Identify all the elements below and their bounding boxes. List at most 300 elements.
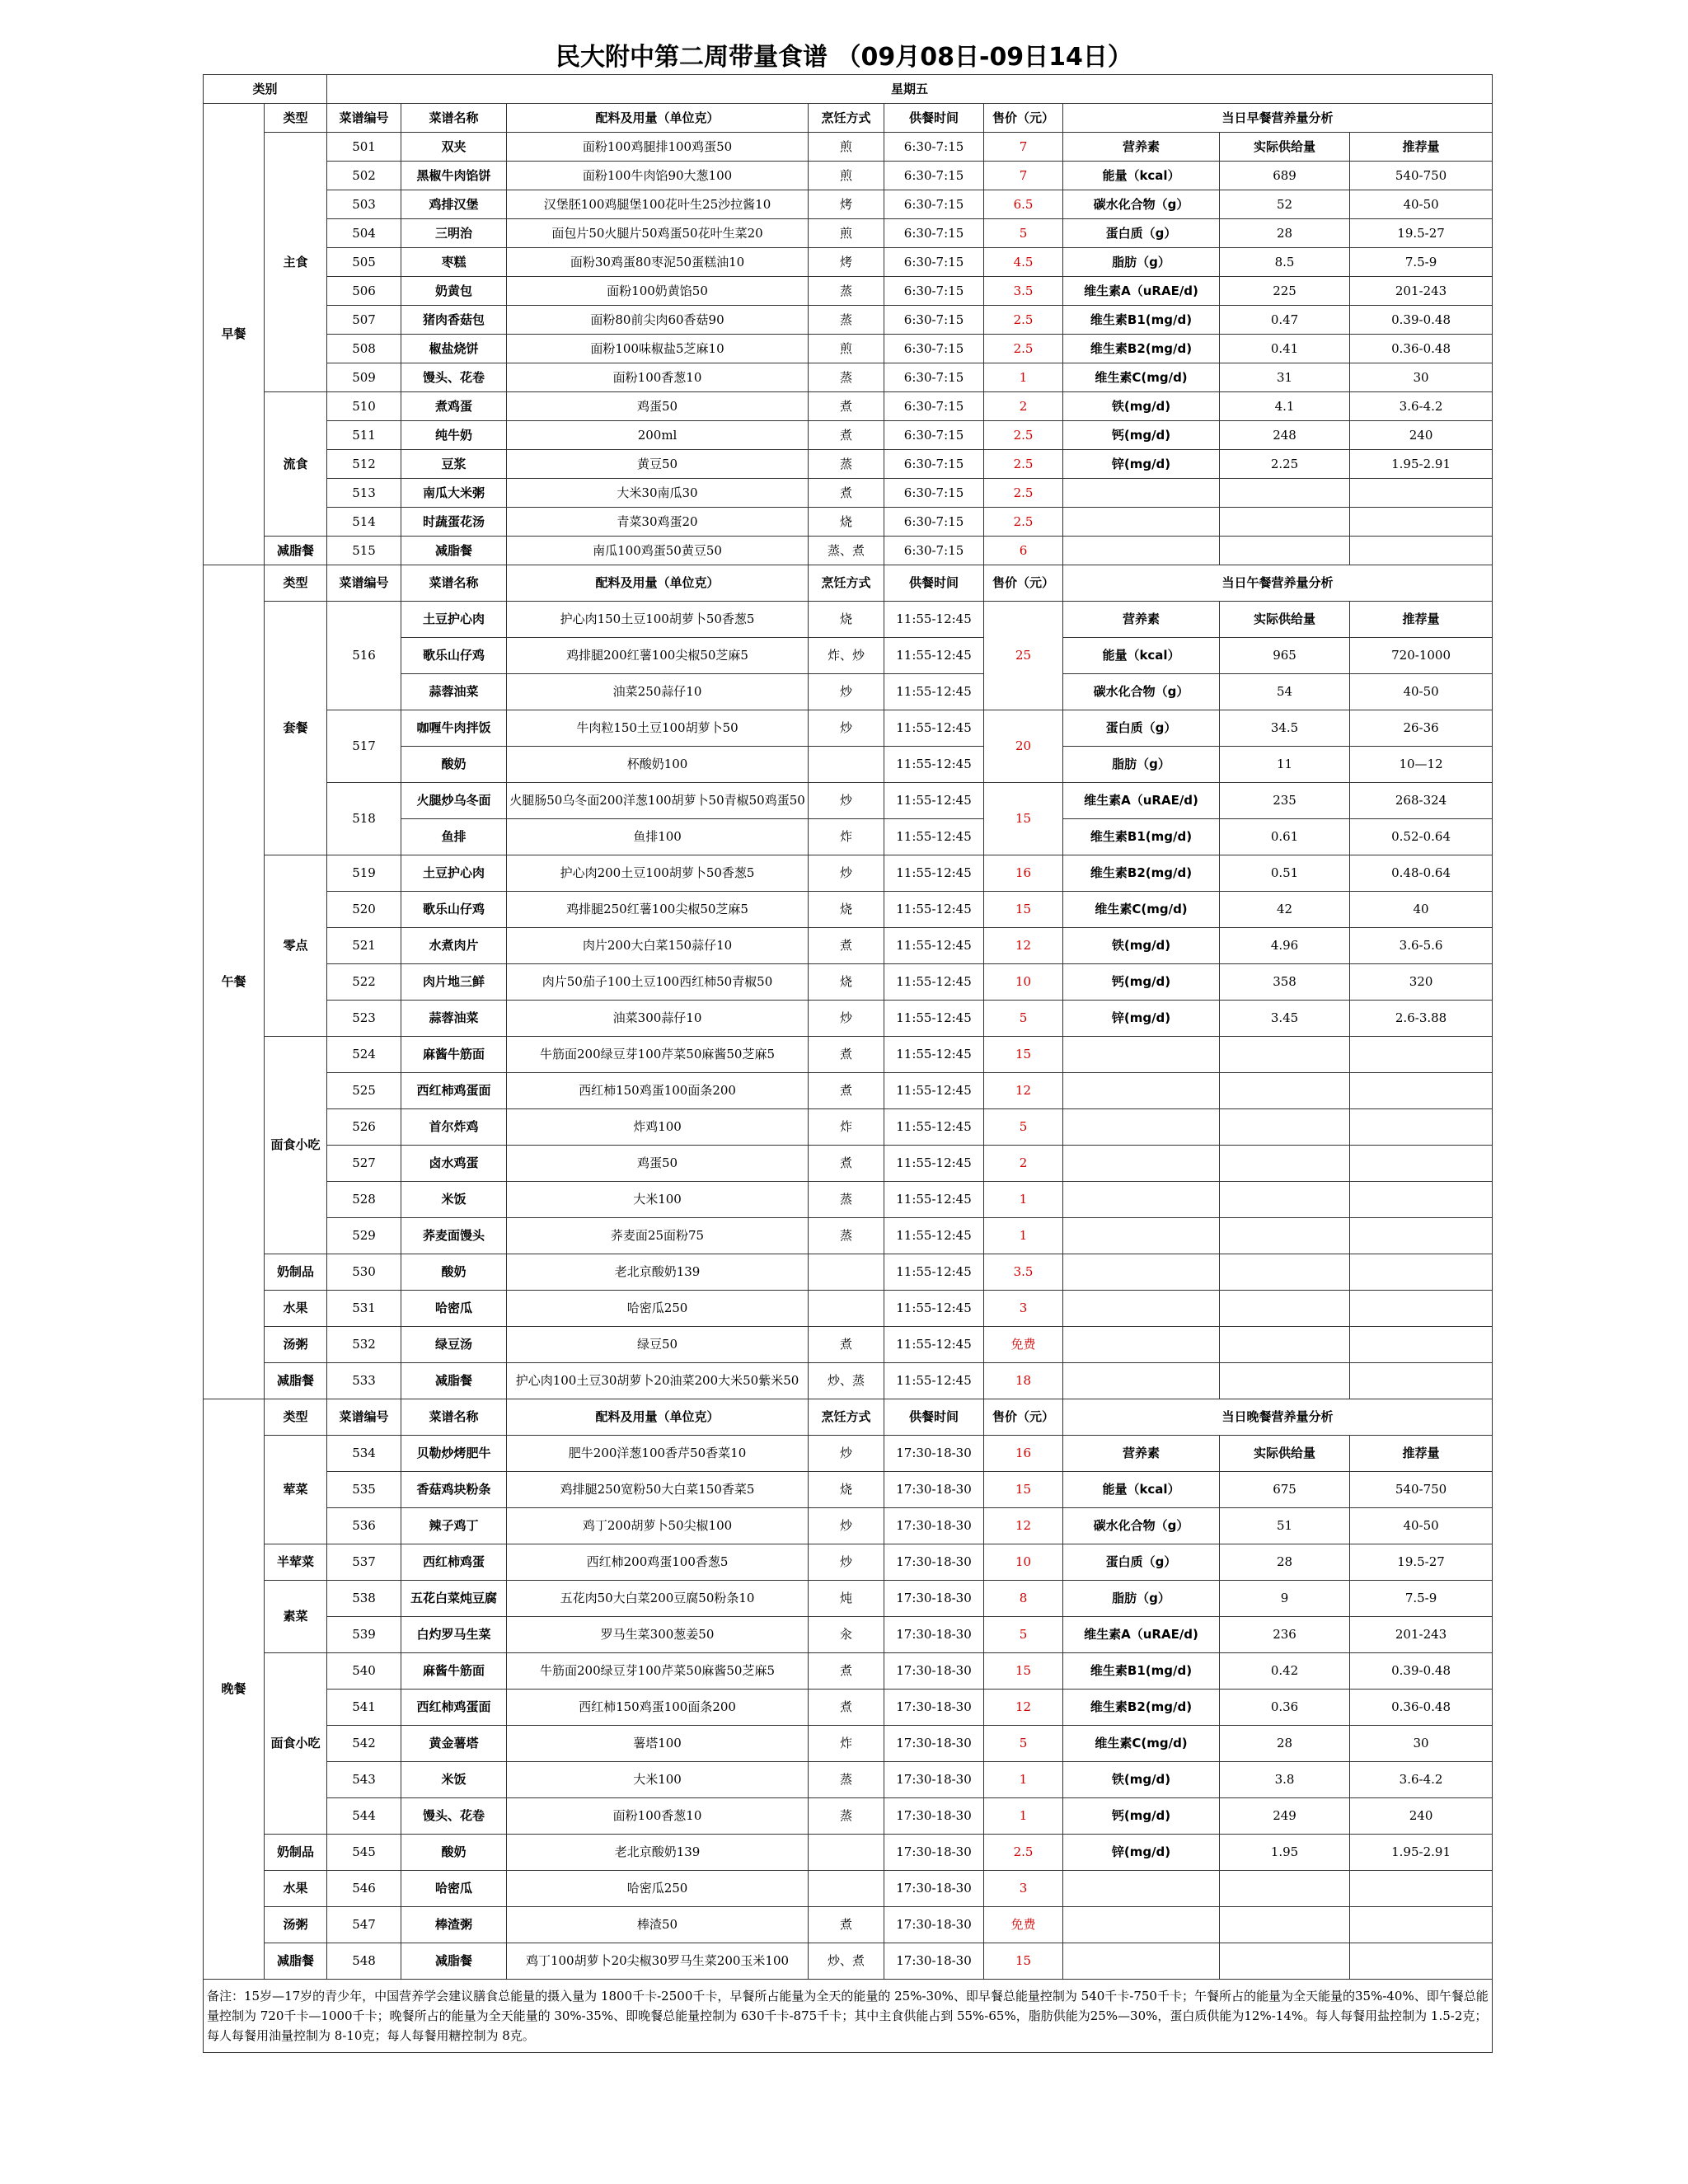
dish-price: 7: [984, 133, 1063, 162]
dish-price: 3.5: [984, 277, 1063, 306]
serving-time: 6:30-7:15: [884, 248, 984, 277]
table-row: [204, 537, 1493, 565]
nutrient-name: 维生素B1(mg/d): [1063, 819, 1220, 855]
nutrient-recommended: 268-324: [1350, 783, 1493, 819]
nutrient-recommended: 19.5-27: [1350, 219, 1493, 248]
nutrition-head-recommended: 推荐量: [1350, 602, 1493, 638]
group-type: 减脂餐: [265, 1363, 327, 1399]
serving-time: 11:55-12:45: [884, 1037, 984, 1073]
dish-price: 5: [984, 1726, 1063, 1762]
dish-price: 5: [984, 1109, 1063, 1146]
dish-name: 麻酱牛筋面: [401, 1653, 507, 1690]
serving-time: 11:55-12:45: [884, 1109, 984, 1146]
dish-ingredients: 肉片200大白菜150蒜仔10: [507, 928, 809, 964]
dish-ingredients: 荞麦面25面粉75: [507, 1218, 809, 1254]
nutrient-recommended: 40-50: [1350, 190, 1493, 219]
nutrient-recommended: 0.48-0.64: [1350, 855, 1493, 892]
dish-name: 减脂餐: [401, 537, 507, 565]
serving-time: 11:55-12:45: [884, 674, 984, 710]
dish-price: 免费: [984, 1327, 1063, 1363]
empty-cell: [1220, 537, 1350, 565]
nutrient-actual: 225: [1220, 277, 1350, 306]
column-header-ingredients: 配料及用量（单位克）: [507, 565, 809, 602]
nutrient-recommended: 3.6-5.6: [1350, 928, 1493, 964]
column-header-id: 菜谱编号: [327, 1399, 401, 1436]
nutrient-recommended: 30: [1350, 1726, 1493, 1762]
menu-table: [203, 74, 1493, 2053]
dish-ingredients: 面粉30鸡蛋80枣泥50蛋糕油10: [507, 248, 809, 277]
group-type: 奶制品: [265, 1254, 327, 1291]
empty-cell: [1350, 1907, 1493, 1943]
nutrient-name: 维生素A（uRAE/d): [1063, 783, 1220, 819]
dish-id: 522: [327, 964, 401, 1001]
empty-cell: [1350, 1291, 1493, 1327]
dish-ingredients: 鸡排腿250宽粉50大白菜150香菜5: [507, 1472, 809, 1508]
table-row: [204, 421, 1493, 450]
column-header-type: 类型: [265, 1399, 327, 1436]
cooking-method: 煮: [809, 1907, 884, 1943]
nutrition-analysis-title: 当日午餐营养量分析: [1063, 565, 1493, 602]
dish-name: 卤水鸡蛋: [401, 1146, 507, 1182]
dish-name: 时蔬蛋花汤: [401, 508, 507, 537]
dish-name: 酸奶: [401, 1254, 507, 1291]
nutrient-name: 维生素C(mg/d): [1063, 1726, 1220, 1762]
dish-id: 504: [327, 219, 401, 248]
empty-cell: [1063, 508, 1220, 537]
serving-time: 6:30-7:15: [884, 537, 984, 565]
dish-name: 猪肉香菇包: [401, 306, 507, 335]
cooking-method: 烧: [809, 892, 884, 928]
dish-ingredients: 西红柿200鸡蛋100香葱5: [507, 1544, 809, 1581]
nutrient-recommended: 0.39-0.48: [1350, 306, 1493, 335]
empty-cell: [1220, 1146, 1350, 1182]
dish-ingredients: 火腿肠50乌冬面200洋葱100胡萝卜50青椒50鸡蛋50: [507, 783, 809, 819]
dish-ingredients: 哈密瓜250: [507, 1291, 809, 1327]
cooking-method: 炒、煮: [809, 1943, 884, 1980]
nutrient-actual: 9: [1220, 1581, 1350, 1617]
dish-id: 510: [327, 392, 401, 421]
nutrient-recommended: 0.52-0.64: [1350, 819, 1493, 855]
serving-time: 6:30-7:15: [884, 392, 984, 421]
nutrient-name: 维生素B2(mg/d): [1063, 855, 1220, 892]
nutrient-actual: 248: [1220, 421, 1350, 450]
empty-cell: [1063, 537, 1220, 565]
column-header-price: 售价（元）: [984, 104, 1063, 133]
dish-ingredients: 油菜300蒜仔10: [507, 1001, 809, 1037]
dish-ingredients: 鸡丁200胡萝卜50尖椒100: [507, 1508, 809, 1544]
dish-name: 三明治: [401, 219, 507, 248]
column-header-id: 菜谱编号: [327, 565, 401, 602]
empty-cell: [1063, 1254, 1220, 1291]
group-type: 荤菜: [265, 1436, 327, 1544]
dish-ingredients: 大米30南瓜30: [507, 479, 809, 508]
table-row: [204, 1327, 1493, 1363]
nutrient-recommended: 40: [1350, 892, 1493, 928]
dish-id: 515: [327, 537, 401, 565]
nutrient-recommended: 40-50: [1350, 1508, 1493, 1544]
day-header: 星期五: [327, 75, 1493, 104]
cooking-method: 煮: [809, 1327, 884, 1363]
dish-name: 白灼罗马生菜: [401, 1617, 507, 1653]
empty-cell: [1063, 1037, 1220, 1073]
table-row: [204, 1762, 1493, 1798]
cooking-method: 蒸: [809, 277, 884, 306]
dish-price: 3: [984, 1871, 1063, 1907]
dish-ingredients: 面粉100鸡腿排100鸡蛋50: [507, 133, 809, 162]
nutrient-name: 维生素C(mg/d): [1063, 363, 1220, 392]
table-row: [204, 1690, 1493, 1726]
nutrition-head-nutrient: 营养素: [1063, 133, 1220, 162]
dish-ingredients: 西红柿150鸡蛋100面条200: [507, 1690, 809, 1726]
nutrient-recommended: 40-50: [1350, 674, 1493, 710]
nutrient-actual: 8.5: [1220, 248, 1350, 277]
empty-cell: [1220, 479, 1350, 508]
column-header-method: 烹饪方式: [809, 1399, 884, 1436]
dish-id: 543: [327, 1762, 401, 1798]
dish-id: 529: [327, 1218, 401, 1254]
dish-id: 516: [327, 602, 401, 710]
dish-price: 15: [984, 783, 1063, 855]
serving-time: 6:30-7:15: [884, 219, 984, 248]
nutrient-recommended: 30: [1350, 363, 1493, 392]
cooking-method: 炸: [809, 1109, 884, 1146]
cooking-method: 烧: [809, 508, 884, 537]
dish-price: 15: [984, 1943, 1063, 1980]
empty-cell: [1220, 1871, 1350, 1907]
dish-price: 2.5: [984, 479, 1063, 508]
nutrient-name: 钙(mg/d): [1063, 964, 1220, 1001]
table-row: [204, 190, 1493, 219]
table-row: [204, 1798, 1493, 1835]
group-type: 主食: [265, 133, 327, 392]
nutrient-actual: 52: [1220, 190, 1350, 219]
nutrient-actual: 0.42: [1220, 1653, 1350, 1690]
cooking-method: 煎: [809, 133, 884, 162]
nutrition-head-actual: 实际供给量: [1220, 1436, 1350, 1472]
dish-ingredients: 200ml: [507, 421, 809, 450]
nutrient-actual: 28: [1220, 219, 1350, 248]
nutrient-name: 脂肪（g）: [1063, 747, 1220, 783]
serving-time: 17:30-18-30: [884, 1762, 984, 1798]
table-row: [204, 1109, 1493, 1146]
cooking-method: 煮: [809, 421, 884, 450]
serving-time: 6:30-7:15: [884, 190, 984, 219]
nutrient-name: 脂肪（g）: [1063, 1581, 1220, 1617]
nutrient-name: 维生素B1(mg/d): [1063, 1653, 1220, 1690]
group-type: 套餐: [265, 602, 327, 855]
table-row: [204, 1399, 1493, 1436]
dish-name: 土豆护心肉: [401, 855, 507, 892]
meal-label: 晚餐: [204, 1399, 265, 1980]
cooking-method: 炒、蒸: [809, 1363, 884, 1399]
dish-ingredients: 牛肉粒150土豆100胡萝卜50: [507, 710, 809, 747]
dish-ingredients: 护心肉200土豆100胡萝卜50香葱5: [507, 855, 809, 892]
column-header-method: 烹饪方式: [809, 565, 884, 602]
table-row: [204, 392, 1493, 421]
empty-cell: [1220, 1291, 1350, 1327]
dish-id: 520: [327, 892, 401, 928]
page-title: 民大附中第二周带量食谱 （09月08日-09日14日）: [556, 43, 1132, 72]
table-row: [204, 335, 1493, 363]
empty-cell: [1350, 1363, 1493, 1399]
dish-name: 米饭: [401, 1762, 507, 1798]
serving-time: 17:30-18-30: [884, 1472, 984, 1508]
nutrient-name: 维生素B2(mg/d): [1063, 335, 1220, 363]
dish-price: 5: [984, 219, 1063, 248]
serving-time: 17:30-18-30: [884, 1798, 984, 1835]
cooking-method: 炒: [809, 1436, 884, 1472]
dish-id: 536: [327, 1508, 401, 1544]
dish-price: 15: [984, 1472, 1063, 1508]
nutrient-actual: 0.51: [1220, 855, 1350, 892]
empty-cell: [1220, 1073, 1350, 1109]
nutrient-name: 碳水化合物（g）: [1063, 190, 1220, 219]
nutrient-name: 能量（kcal）: [1063, 162, 1220, 190]
dish-id: 544: [327, 1798, 401, 1835]
nutrient-name: 钙(mg/d): [1063, 1798, 1220, 1835]
cooking-method: 蒸: [809, 363, 884, 392]
nutrient-name: 铁(mg/d): [1063, 392, 1220, 421]
dish-ingredients: 老北京酸奶139: [507, 1835, 809, 1871]
dish-id: 547: [327, 1907, 401, 1943]
table-row: [204, 75, 1493, 104]
table-row: [204, 479, 1493, 508]
nutrient-recommended: 3.6-4.2: [1350, 392, 1493, 421]
table-row: [204, 565, 1493, 602]
nutrient-actual: 2.25: [1220, 450, 1350, 479]
dish-ingredients: 面包片50火腿片50鸡蛋50花叶生菜20: [507, 219, 809, 248]
dish-price: 15: [984, 1037, 1063, 1073]
empty-cell: [1350, 1871, 1493, 1907]
nutrition-head-recommended: 推荐量: [1350, 1436, 1493, 1472]
dish-ingredients: 鸡丁100胡萝卜20尖椒30罗马生菜200玉米100: [507, 1943, 809, 1980]
table-row: [204, 855, 1493, 892]
nutrient-actual: 54: [1220, 674, 1350, 710]
group-type: 减脂餐: [265, 1943, 327, 1980]
cooking-method: 炸、炒: [809, 638, 884, 674]
table-row: [204, 277, 1493, 306]
cooking-method: 炸: [809, 1726, 884, 1762]
dish-name: 辣子鸡丁: [401, 1508, 507, 1544]
dish-name: 香菇鸡块粉条: [401, 1472, 507, 1508]
cooking-method: 蒸: [809, 1762, 884, 1798]
dish-name: 黄金薯塔: [401, 1726, 507, 1762]
cooking-method: 烤: [809, 248, 884, 277]
dish-id: 517: [327, 710, 401, 783]
table-row: [204, 1508, 1493, 1544]
cooking-method: 蒸: [809, 1218, 884, 1254]
table-row: [204, 1037, 1493, 1073]
nutrient-recommended: 201-243: [1350, 277, 1493, 306]
dish-price: 1: [984, 363, 1063, 392]
dish-name: 土豆护心肉: [401, 602, 507, 638]
group-type: 汤粥: [265, 1907, 327, 1943]
dish-price: 2.5: [984, 306, 1063, 335]
serving-time: 17:30-18-30: [884, 1581, 984, 1617]
dish-price: 12: [984, 1073, 1063, 1109]
nutrient-recommended: 201-243: [1350, 1617, 1493, 1653]
dish-id: 545: [327, 1835, 401, 1871]
empty-cell: [1350, 479, 1493, 508]
dish-price: 25: [984, 602, 1063, 710]
nutrient-recommended: 19.5-27: [1350, 1544, 1493, 1581]
dish-price: 8: [984, 1581, 1063, 1617]
table-row: [204, 783, 1493, 819]
dish-ingredients: 南瓜100鸡蛋50黄豆50: [507, 537, 809, 565]
dish-price: 2: [984, 1146, 1063, 1182]
dish-price: 4.5: [984, 248, 1063, 277]
dish-price: 12: [984, 1690, 1063, 1726]
dish-ingredients: 牛筋面200绿豆芽100芹菜50麻酱50芝麻5: [507, 1653, 809, 1690]
dish-name: 咖喱牛肉拌饭: [401, 710, 507, 747]
empty-cell: [1220, 1218, 1350, 1254]
table-row: [204, 1907, 1493, 1943]
dish-id: 531: [327, 1291, 401, 1327]
dish-price: 10: [984, 1544, 1063, 1581]
table-row: [204, 1871, 1493, 1907]
dish-name: 肉片地三鲜: [401, 964, 507, 1001]
dish-name: 酸奶: [401, 1835, 507, 1871]
serving-time: 17:30-18-30: [884, 1690, 984, 1726]
group-type: 水果: [265, 1291, 327, 1327]
nutrient-actual: 4.96: [1220, 928, 1350, 964]
dish-name: 馒头、花卷: [401, 1798, 507, 1835]
empty-cell: [1063, 1073, 1220, 1109]
dish-id: 525: [327, 1073, 401, 1109]
table-row: [204, 1001, 1493, 1037]
dish-ingredients: 鸡排腿200红薯100尖椒50芝麻5: [507, 638, 809, 674]
dish-ingredients: 罗马生菜300葱姜50: [507, 1617, 809, 1653]
dish-id: 530: [327, 1254, 401, 1291]
dish-price: 12: [984, 1508, 1063, 1544]
dish-price: 15: [984, 892, 1063, 928]
dish-price: 12: [984, 928, 1063, 964]
dish-price: 3: [984, 1291, 1063, 1327]
group-type: 流食: [265, 392, 327, 537]
column-header-price: 售价（元）: [984, 1399, 1063, 1436]
empty-cell: [1063, 1218, 1220, 1254]
dish-name: 西红柿鸡蛋: [401, 1544, 507, 1581]
table-row: [204, 1835, 1493, 1871]
nutrient-recommended: 2.6-3.88: [1350, 1001, 1493, 1037]
nutrient-name: 蛋白质（g）: [1063, 710, 1220, 747]
dish-id: 538: [327, 1581, 401, 1617]
column-header-id: 菜谱编号: [327, 104, 401, 133]
nutrient-actual: 0.41: [1220, 335, 1350, 363]
nutrient-actual: 28: [1220, 1544, 1350, 1581]
dish-id: 542: [327, 1726, 401, 1762]
dish-ingredients: 西红柿150鸡蛋100面条200: [507, 1073, 809, 1109]
dish-name: 首尔炸鸡: [401, 1109, 507, 1146]
nutrient-actual: 42: [1220, 892, 1350, 928]
cooking-method: 煮: [809, 1653, 884, 1690]
group-type: 汤粥: [265, 1327, 327, 1363]
empty-cell: [1220, 1037, 1350, 1073]
serving-time: 6:30-7:15: [884, 277, 984, 306]
dish-id: 518: [327, 783, 401, 855]
serving-time: 11:55-12:45: [884, 602, 984, 638]
serving-time: 6:30-7:15: [884, 162, 984, 190]
column-header-time: 供餐时间: [884, 1399, 984, 1436]
dish-name: 棒渣粥: [401, 1907, 507, 1943]
column-header-type: 类型: [265, 104, 327, 133]
dish-id: 532: [327, 1327, 401, 1363]
dish-price: 5: [984, 1001, 1063, 1037]
dish-price: 6.5: [984, 190, 1063, 219]
dish-name: 减脂餐: [401, 1363, 507, 1399]
dish-id: 535: [327, 1472, 401, 1508]
dish-id: 501: [327, 133, 401, 162]
nutrition-head-nutrient: 营养素: [1063, 602, 1220, 638]
dish-ingredients: 棒渣50: [507, 1907, 809, 1943]
column-header-time: 供餐时间: [884, 565, 984, 602]
dish-ingredients: 青菜30鸡蛋20: [507, 508, 809, 537]
table-row: [204, 219, 1493, 248]
serving-time: 11:55-12:45: [884, 747, 984, 783]
serving-time: 6:30-7:15: [884, 450, 984, 479]
nutrient-name: 脂肪（g）: [1063, 248, 1220, 277]
dish-id: 523: [327, 1001, 401, 1037]
nutrient-recommended: 26-36: [1350, 710, 1493, 747]
cooking-method: 烧: [809, 964, 884, 1001]
dish-ingredients: 黄豆50: [507, 450, 809, 479]
table-row: [204, 710, 1493, 747]
nutrient-actual: 1.95: [1220, 1835, 1350, 1871]
nutrient-recommended: 7.5-9: [1350, 248, 1493, 277]
nutrient-name: 锌(mg/d): [1063, 450, 1220, 479]
cooking-method: 炒: [809, 1508, 884, 1544]
serving-time: 11:55-12:45: [884, 638, 984, 674]
dish-name: 豆浆: [401, 450, 507, 479]
serving-time: 17:30-18-30: [884, 1436, 984, 1472]
nutrient-recommended: 3.6-4.2: [1350, 1762, 1493, 1798]
table-row: [204, 1653, 1493, 1690]
nutrient-recommended: 320: [1350, 964, 1493, 1001]
cooking-method: [809, 1871, 884, 1907]
cooking-method: 烧: [809, 602, 884, 638]
serving-time: 17:30-18-30: [884, 1835, 984, 1871]
dish-name: 西红柿鸡蛋面: [401, 1690, 507, 1726]
empty-cell: [1220, 508, 1350, 537]
empty-cell: [1350, 1327, 1493, 1363]
empty-cell: [1350, 508, 1493, 537]
dish-ingredients: 面粉100味椒盐5芝麻10: [507, 335, 809, 363]
nutrient-actual: 31: [1220, 363, 1350, 392]
dish-price: 15: [984, 1653, 1063, 1690]
dish-ingredients: 面粉80前尖肉60香菇90: [507, 306, 809, 335]
serving-time: 11:55-12:45: [884, 1218, 984, 1254]
nutrient-recommended: 1.95-2.91: [1350, 450, 1493, 479]
dish-price: 2: [984, 392, 1063, 421]
serving-time: 11:55-12:45: [884, 1254, 984, 1291]
serving-time: 11:55-12:45: [884, 1073, 984, 1109]
empty-cell: [1220, 1907, 1350, 1943]
dish-price: 18: [984, 1363, 1063, 1399]
cooking-method: 炸: [809, 819, 884, 855]
serving-time: 17:30-18-30: [884, 1726, 984, 1762]
column-header-type: 类型: [265, 565, 327, 602]
cooking-method: 烤: [809, 190, 884, 219]
cooking-method: [809, 1254, 884, 1291]
dish-id: 519: [327, 855, 401, 892]
nutrient-name: 能量（kcal）: [1063, 638, 1220, 674]
dish-price: 1: [984, 1798, 1063, 1835]
dish-id: 514: [327, 508, 401, 537]
nutrient-actual: 3.45: [1220, 1001, 1350, 1037]
nutrient-actual: 28: [1220, 1726, 1350, 1762]
empty-cell: [1220, 1182, 1350, 1218]
dish-id: 527: [327, 1146, 401, 1182]
